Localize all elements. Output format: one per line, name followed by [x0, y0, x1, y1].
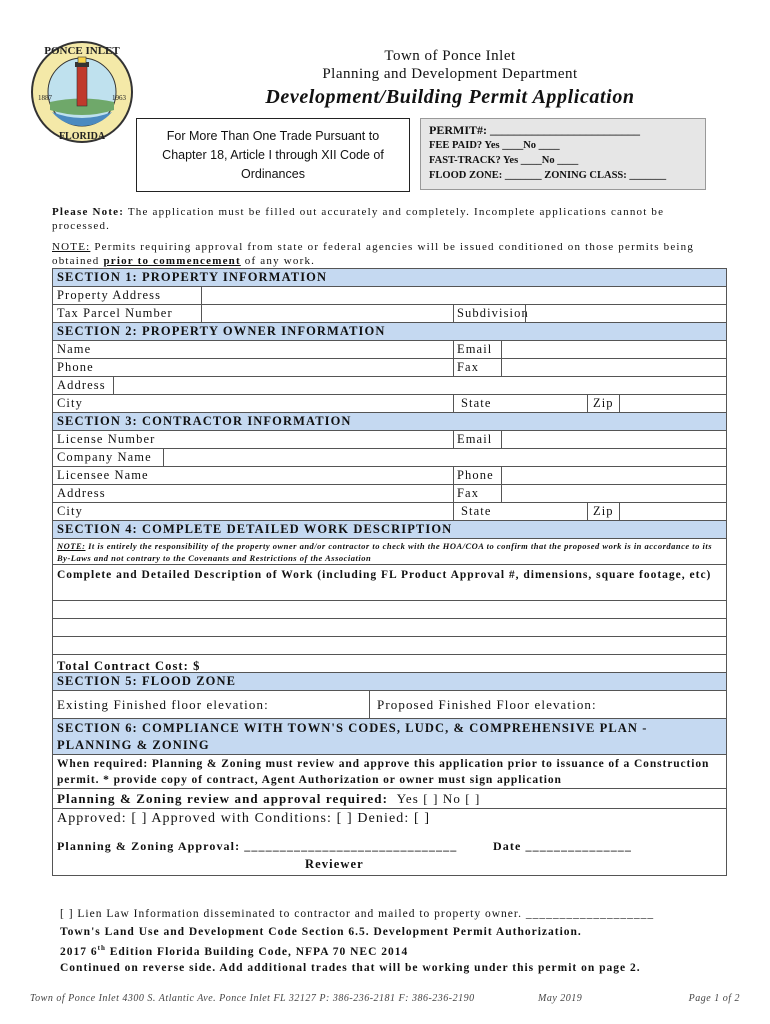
owner-phone-label: Phone: [57, 360, 94, 374]
licensee-label: Licensee Name: [57, 468, 149, 482]
footer-page: Page 1 of 2: [688, 993, 740, 1004]
licensee-row[interactable]: [53, 467, 726, 485]
lien-law-line[interactable]: [ ] Lien Law Information disseminated to contractor and mailed to property owner. ___________________: [60, 908, 655, 920]
continued-line: Continued on reverse side. Add additional trades that will be working under this permit on page 2.: [60, 962, 641, 974]
approval-note: [52, 240, 724, 268]
building-code-line: [60, 944, 408, 958]
owner-state-label: State: [461, 396, 492, 410]
contractor-phone-label: Phone: [457, 468, 494, 482]
work-description-label: Complete and Detailed Description of Work (including FL Product Approval #, dimensions, square footage, etc): [53, 565, 726, 601]
pz-review-options[interactable]: Yes [ ] No [ ]: [396, 791, 481, 806]
note1-text: The application must be filled out accurately and completely. Incomplete applications cannot be processed.: [52, 206, 665, 232]
owner-address-label: Address: [57, 378, 106, 392]
page-footer: [30, 993, 740, 1004]
code-b: Edition Florida Building Code, NFPA 70 NEC 2014: [105, 945, 409, 958]
contractor-address-row[interactable]: [53, 485, 726, 503]
license-row[interactable]: [53, 431, 726, 449]
seal-year-right: 1963: [112, 94, 126, 102]
section-6-header: SECTION 6: COMPLIANCE WITH TOWN'S CODES, LUDC, & COMPREHENSIVE PLAN - PLANNING & ZONING: [53, 719, 726, 755]
contractor-address-label: Address: [57, 486, 106, 500]
reviewer-label: Reviewer: [305, 857, 364, 871]
trade-info-box: [136, 118, 410, 192]
town-seal-logo: [30, 40, 134, 144]
owner-phone-row[interactable]: [53, 359, 726, 377]
owner-name-row[interactable]: [53, 341, 726, 359]
approval-options[interactable]: Approved: [ ] Approved with Conditions: [ ] Denied: [ ]: [57, 811, 431, 826]
company-row[interactable]: [53, 449, 726, 467]
fee-paid-field[interactable]: FEE PAID? Yes ____No ____: [429, 140, 560, 151]
section-3-header: SECTION 3: CONTRACTOR INFORMATION: [53, 413, 726, 431]
trade-line-2: Chapter 18, Article I through XII Code of: [162, 148, 384, 162]
work-description-line-1[interactable]: [53, 601, 726, 619]
please-note: [52, 205, 724, 233]
code-sup: th: [97, 944, 106, 952]
pz-approval-signature[interactable]: Planning & Zoning Approval: ______________________________: [57, 839, 458, 853]
pz-approval-date[interactable]: Date _______________: [493, 839, 632, 853]
hoa-note: [53, 539, 726, 565]
proposed-elevation-label: Proposed Finished Floor elevation:: [377, 697, 597, 712]
section-5-header: SECTION 5: FLOOD ZONE: [53, 673, 726, 691]
section-4-header: SECTION 4: COMPLETE DETAILED WORK DESCRIPTION: [53, 521, 726, 539]
note2-text-a: Permits requiring approval from state or federal agencies will be issued conditioned on those permits being obtained: [52, 241, 695, 267]
hoa-note-text: It is entirely the responsibility of the property owner and/or contractor to check with the HOA/COA to confirm that the proposed work is in accordance to its By-Laws and not contrary to the Covenants and Restrictions of the Association: [57, 541, 713, 563]
owner-city-label: City: [57, 396, 83, 410]
flood-zoning-field[interactable]: FLOOD ZONE: _______ ZONING CLASS: _______: [429, 170, 667, 181]
code-a: 2017 6: [60, 945, 98, 958]
property-address-row[interactable]: [53, 287, 726, 305]
company-label: Company Name: [57, 450, 152, 464]
total-contract-cost[interactable]: Total Contract Cost: $: [53, 655, 726, 673]
trade-line-3: Ordinances: [241, 167, 305, 181]
owner-name-label: Name: [57, 342, 92, 356]
floor-elevation-row[interactable]: [53, 691, 726, 719]
section-1-header: SECTION 1: PROPERTY INFORMATION: [53, 269, 726, 287]
section-2-header: SECTION 2: PROPERTY OWNER INFORMATION: [53, 323, 726, 341]
pz-approval-block: [53, 809, 726, 876]
owner-email-label: Email: [457, 342, 493, 356]
license-label: License Number: [57, 432, 156, 446]
subdivision-label: Subdivision: [457, 306, 529, 320]
work-description-line-2[interactable]: [53, 619, 726, 637]
hoa-note-label: NOTE:: [57, 541, 86, 551]
note2-emph: prior to commencement: [103, 255, 241, 267]
note2-label: NOTE:: [52, 241, 91, 253]
owner-city-row[interactable]: [53, 395, 726, 413]
trade-line-1: For More Than One Trade Pursuant to: [166, 129, 380, 143]
contractor-city-label: City: [57, 504, 83, 518]
application-form: [52, 268, 727, 876]
office-use-box: [420, 118, 706, 190]
fast-track-field[interactable]: FAST-TRACK? Yes ____No ____: [429, 155, 579, 166]
department-name: Planning and Development Department: [322, 66, 578, 82]
contractor-email-label: Email: [457, 432, 493, 446]
ludc-line: Town's Land Use and Development Code Section 6.5. Development Permit Authorization.: [60, 926, 582, 938]
note2-text-b: of any work.: [240, 255, 316, 267]
town-name: Town of Ponce Inlet: [384, 48, 516, 64]
existing-elevation-label: Existing Finished floor elevation:: [57, 697, 269, 712]
note1-label: Please Note:: [52, 206, 125, 218]
parcel-row[interactable]: [53, 305, 726, 323]
contractor-city-row[interactable]: [53, 503, 726, 521]
pz-required-text: When required: Planning & Zoning must review and approve this application prior to issuance of a Construction permit. * provide copy of contract, Agent Authorization or owner must sign application: [53, 755, 726, 789]
seal-year-left: 1887: [38, 94, 52, 102]
seal-bottom-text: FLORIDA: [58, 131, 106, 142]
permit-number-field[interactable]: PERMIT#: _________________________: [429, 123, 640, 137]
pz-review-label: Planning & Zoning review and approval required:: [57, 791, 389, 806]
work-description-line-3[interactable]: [53, 637, 726, 655]
owner-fax-label: Fax: [457, 360, 480, 374]
owner-address-row[interactable]: [53, 377, 726, 395]
contractor-fax-label: Fax: [457, 486, 480, 500]
property-address-label: Property Address: [57, 288, 162, 302]
owner-zip-label: Zip: [593, 396, 614, 410]
page-title: Development/Building Permit Application: [265, 86, 635, 108]
parcel-label: Tax Parcel Number: [57, 306, 173, 320]
seal-top-text: PONCE INLET: [44, 45, 120, 57]
footer-date: May 2019: [538, 993, 583, 1004]
contractor-zip-label: Zip: [593, 504, 614, 518]
contractor-state-label: State: [461, 504, 492, 518]
pz-review-row[interactable]: [53, 789, 726, 809]
footer-address: Town of Ponce Inlet 4300 S. Atlantic Ave. Ponce Inlet FL 32127 P: 386-236-2181 F: 386-236-2190: [30, 993, 475, 1004]
